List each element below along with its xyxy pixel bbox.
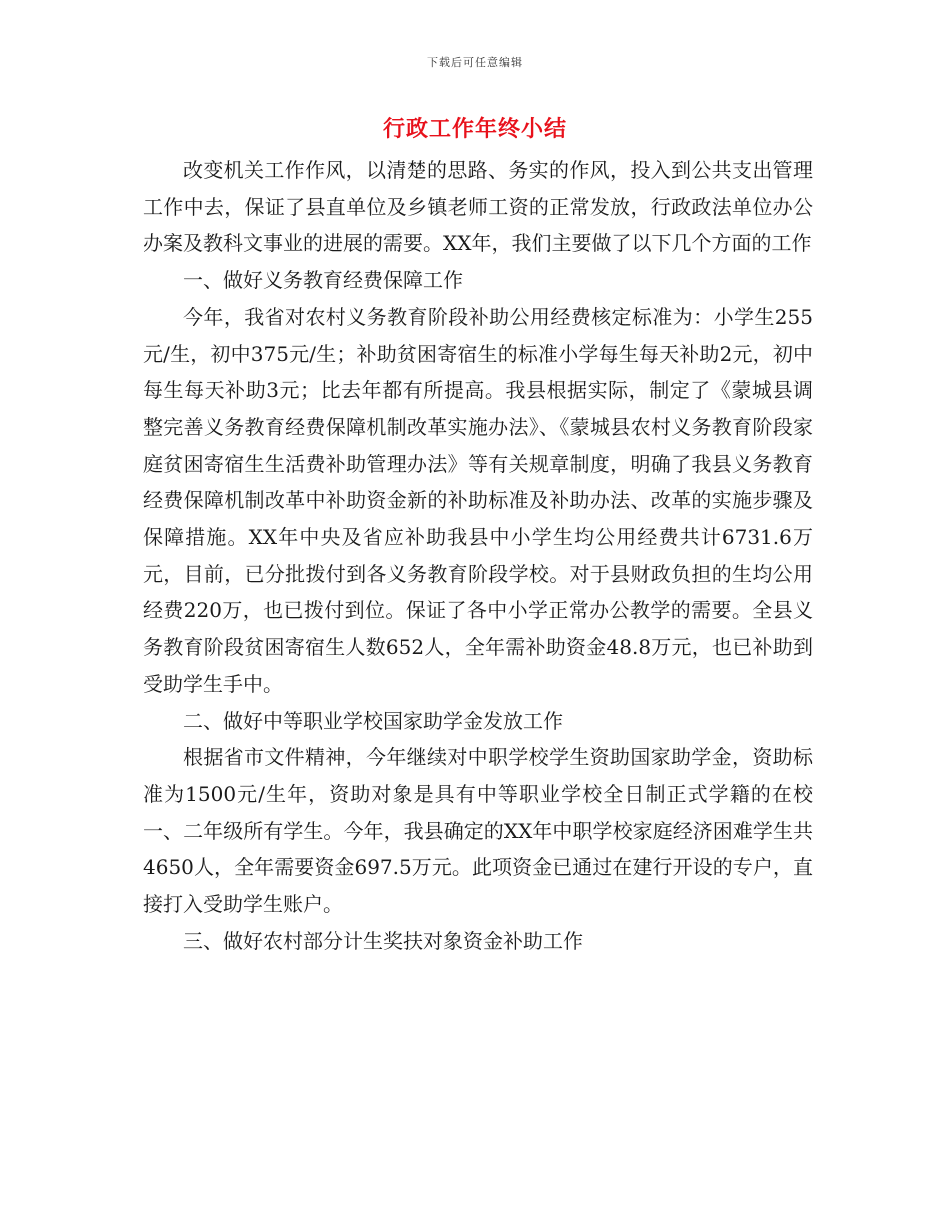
section-paragraph-1: 今年，我省对农村义务教育阶段补助公用经费核定标准为：小学生255元/生，初中375元/生；补助贫困寄宿生的标准小学每生每天补助2元，初中每生每天补助3元；比去年都有所提高。我县根据实际，制定了《蒙城县调整完善义务教育经费保障机制改革实施办法》、《蒙城县农村义务教育阶段家庭贫困寄宿生生活费补助管理办法》等有关规章制度，明确了我县义务教育经费保障机制改革中补助资金新的补助标准及补助办法、改革的实施步骤及保障措施。XX年中央及省应补助我县中小学生均公用经费共计6731.6万元，目前，已分批拨付到各义务教育阶段学校。对于县财政负担的生均公用经费220万，也已拨付到位。保证了各中小学正常办公教学的需要。全县义务教育阶段贫困寄宿生人数652人，全年需补助资金48.8万元，也已补助到受助学生手中。	[143, 304, 813, 696]
header-note: 下载后可任意编辑	[427, 56, 523, 69]
section-heading-1: 一、做好义务教育经费保障工作	[183, 268, 463, 293]
section-heading-2: 二、做好中等职业学校国家助学金发放工作	[183, 708, 563, 733]
document-title: 行政工作年终小结	[382, 116, 567, 142]
document-body	[143, 152, 813, 959]
section-heading-3: 三、做好农村部分计生奖扶对象资金补助工作	[183, 928, 583, 953]
intro-paragraph: 改变机关工作作风，以清楚的思路、务实的作风，投入到公共支出管理工作中去，保证了县直单位及乡镇老师工资的正常发放，行政政法单位办公办案及教科文事业的进展的需要。XX年，我们主要做了以下几个方面的工作	[143, 158, 813, 256]
section-paragraph-2: 根据省市文件精神，今年继续对中职学校学生资助国家助学金，资助标准为1500元/生年，资助对象是具有中等职业学校全日制正式学籍的在校一、二年级所有学生。今年，我县确定的XX年中职学校家庭经济困难学生共4650人，全年需要资金697.5万元。此项资金已通过在建行开设的专户，直接打入受助学生账户。	[143, 745, 813, 917]
